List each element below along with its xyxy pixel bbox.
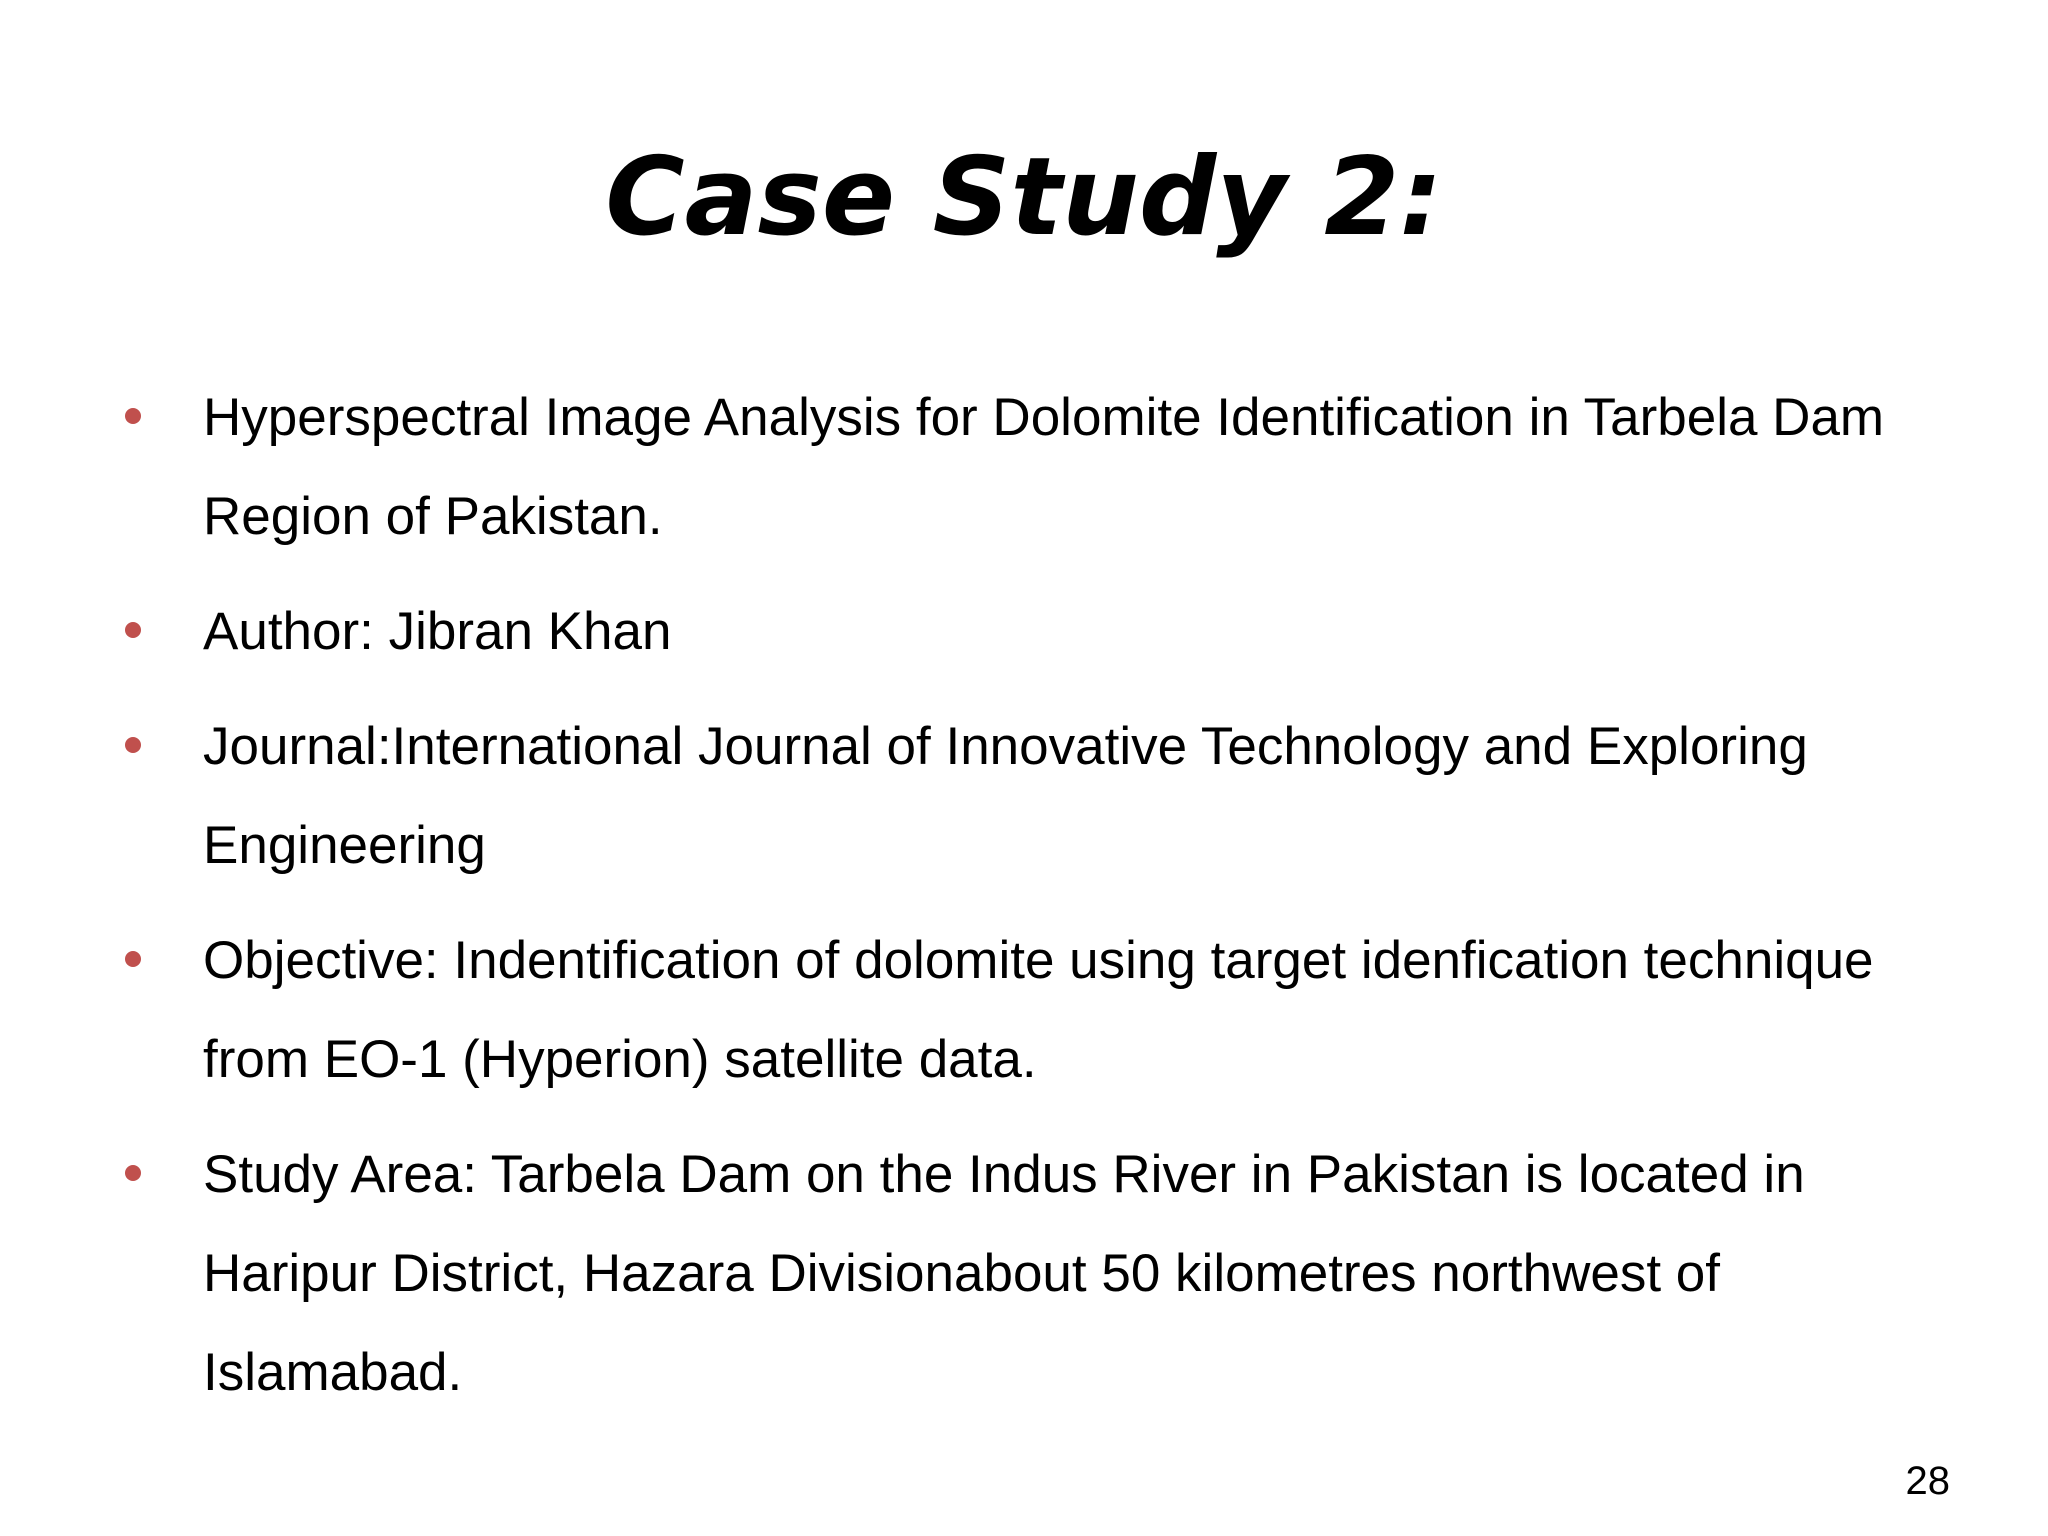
bullet-item-2: [115, 582, 1945, 681]
bullet-item-1: [115, 368, 1945, 566]
bullet-dot-icon: [125, 951, 141, 967]
bullet-dot-icon: [125, 408, 141, 424]
bullet-text-4: Objective: Indentification of dolomite using target idenfication technique from EO-1 (Hyperion) satellite data.: [203, 931, 1874, 1089]
bullet-text-5: Study Area: Tarbela Dam on the Indus River in Pakistan is located in Haripur District, Hazara Divisionabout 50 kilometres northwest of Islamabad.: [203, 1145, 1805, 1402]
bullet-item-5: [115, 1125, 1945, 1422]
slide-title: Case Study 2:: [605, 135, 1443, 260]
bullet-item-4: [115, 911, 1945, 1109]
bullet-dot-icon: [125, 622, 141, 638]
bullet-dot-icon: [125, 1165, 141, 1181]
page-number: 28: [1905, 1459, 1950, 1503]
bullet-text-2: Author: Jibran Khan: [203, 602, 672, 661]
bullet-dot-icon: [125, 737, 141, 753]
bullet-item-3: [115, 697, 1945, 895]
bullet-list: [115, 368, 1945, 1438]
bullet-text-1: Hyperspectral Image Analysis for Dolomite Identification in Tarbela Dam Region of Pakistan.: [203, 388, 1885, 546]
bullet-text-3: Journal:International Journal of Innovative Technology and Exploring Engineering: [203, 717, 1808, 875]
